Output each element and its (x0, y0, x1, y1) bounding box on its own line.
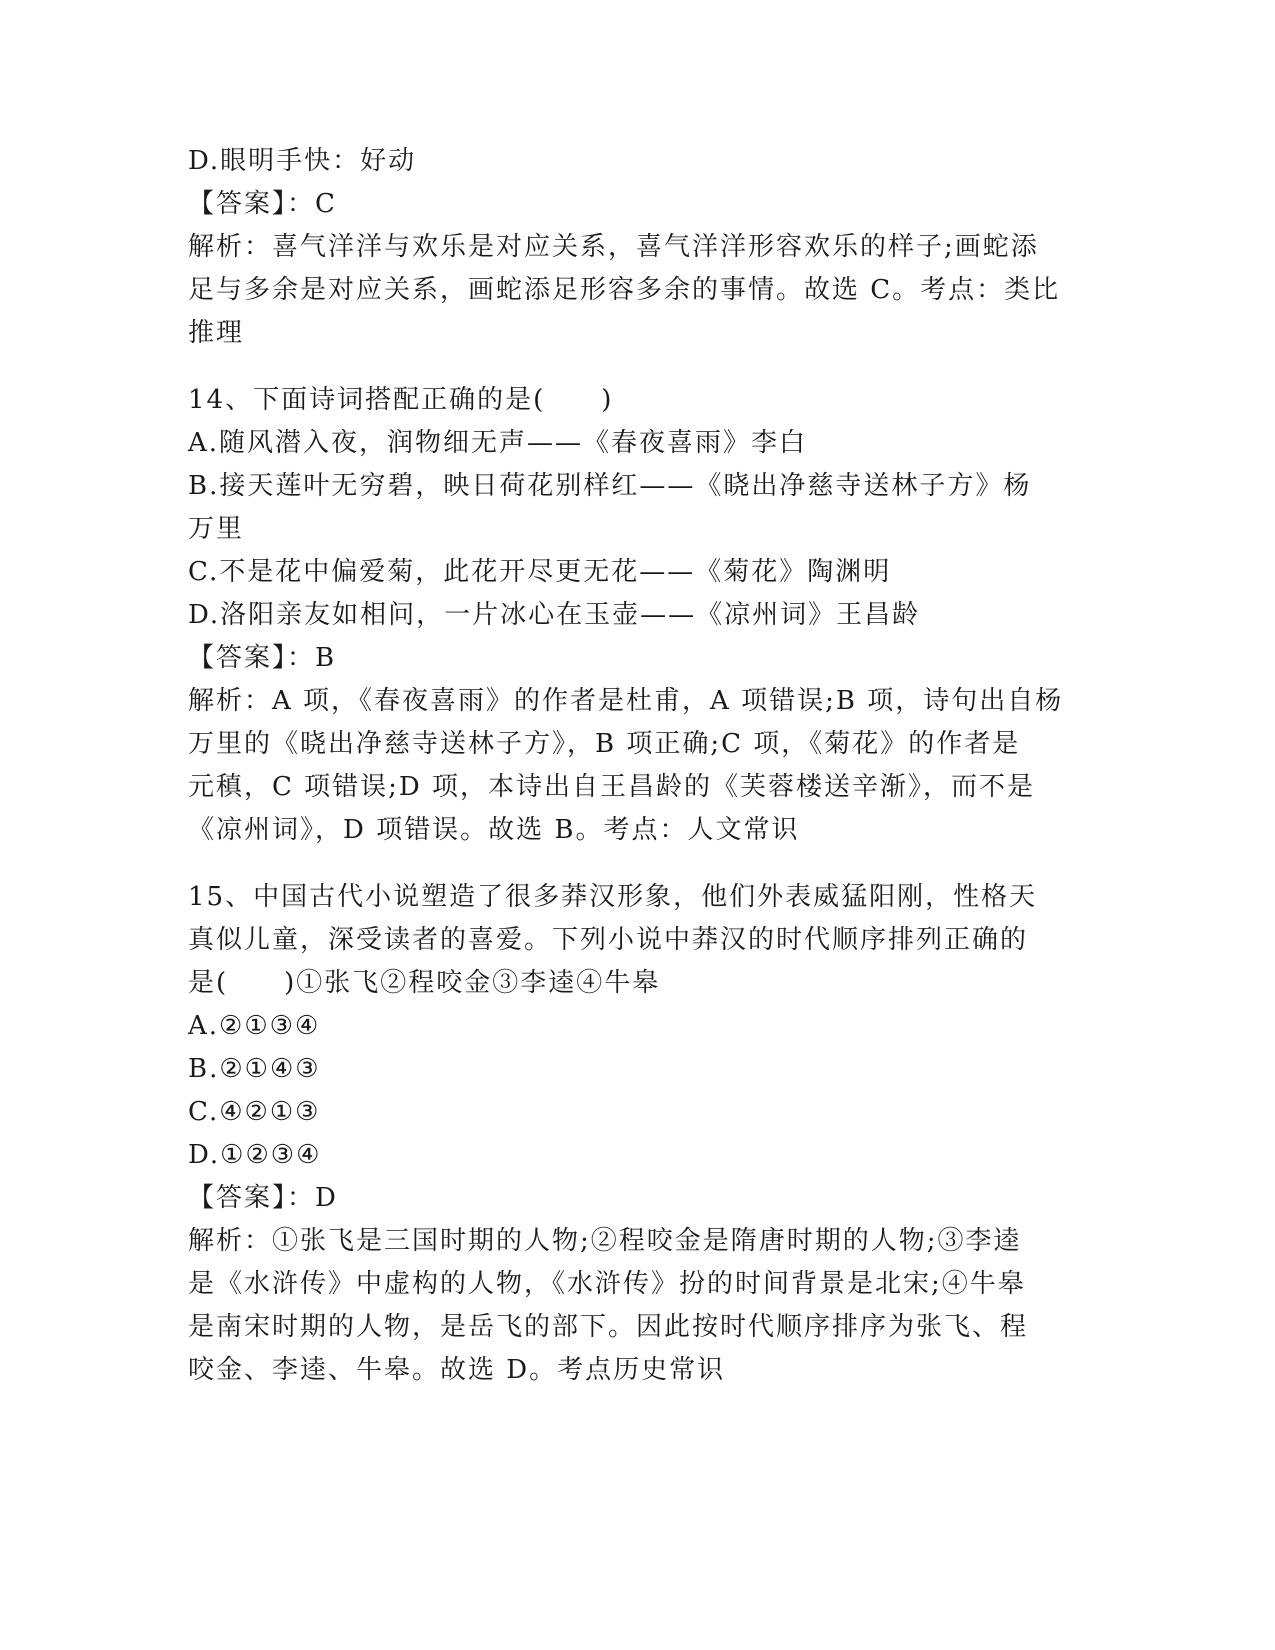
q13-analysis-line: 解析：喜气洋洋与欢乐是对应关系，喜气洋洋形容欢乐的样子;画蛇添 (188, 232, 1039, 262)
q15-analysis-line: 是南宋时期的人物，是岳飞的部下。因此按时代顺序排序为张飞、程 (188, 1312, 1029, 1342)
q15-stem-line: 15、中国古代小说塑造了很多莽汉形象，他们外表威猛阳刚，性格天 (188, 882, 1038, 912)
document-page (188, 140, 1078, 1392)
q14-answer: 【答案】：B (188, 643, 337, 673)
question-15 (188, 876, 1078, 1392)
q14-option-b-line: B.接天莲叶无穷碧，映日荷花别样红——《晓出净慈寺送林子方》杨 (188, 471, 1032, 501)
q15-stem-line: 真似儿童，深受读者的喜爱。下列小说中莽汉的时代顺序排列正确的 (188, 925, 1029, 955)
q14-analysis-line: 元稹，C 项错误;D 项，本诗出自王昌龄的《芙蓉楼送辛渐》，而不是 (188, 772, 1036, 802)
q14-analysis-line: 万里的《晓出净慈寺送林子方》，B 项正确;C 项，《菊花》的作者是 (188, 729, 1021, 759)
q13-analysis-line: 足与多余是对应关系，画蛇添足形容多余的事情。故选 C。考点：类比 (188, 275, 1061, 305)
q15-analysis-line: 是《水浒传》中虚构的人物，《水浒传》扮的时间背景是北宋;④牛皋 (188, 1269, 1026, 1299)
q15-option-c: C.④②①③ (188, 1097, 321, 1127)
q14-stem: 14、下面诗词搭配正确的是( ) (188, 385, 614, 415)
q14-option-c: C.不是花中偏爱菊，此花开尽更无花——《菊花》陶渊明 (188, 557, 892, 587)
q14-option-a: A.随风潜入夜，润物细无声——《春夜喜雨》李白 (188, 428, 808, 458)
spacer (188, 852, 1078, 876)
question-14 (188, 379, 1078, 852)
q13-answer: 【答案】：C (188, 189, 337, 219)
q14-analysis-line: 《凉州词》，D 项错误。故选 B。考点：人文常识 (188, 815, 800, 845)
q13-option-d: D.眼明手快：好动 (188, 146, 417, 176)
q14-option-b-line: 万里 (188, 514, 245, 544)
q15-option-d: D.①②③④ (188, 1140, 322, 1170)
q15-option-a: A.②①③④ (188, 1011, 321, 1041)
q15-stem-line: 是( )①张飞②程咬金③李逵④牛皋 (188, 968, 661, 998)
spacer (188, 355, 1078, 379)
q13-analysis-line: 推理 (188, 318, 245, 348)
q15-answer: 【答案】：D (188, 1183, 338, 1213)
q15-option-b: B.②①④③ (188, 1054, 321, 1084)
q15-analysis-line: 解析：①张飞是三国时期的人物;②程咬金是隋唐时期的人物;③李逵 (188, 1226, 1022, 1256)
q14-analysis-line: 解析：A 项，《春夜喜雨》的作者是杜甫，A 项错误;B 项，诗句出自杨 (188, 686, 1064, 716)
q14-option-d: D.洛阳亲友如相问，一片冰心在玉壶——《凉州词》王昌龄 (188, 600, 921, 630)
question-13-tail (188, 140, 1078, 355)
q15-analysis-line: 咬金、李逵、牛皋。故选 D。考点历史常识 (188, 1355, 726, 1385)
